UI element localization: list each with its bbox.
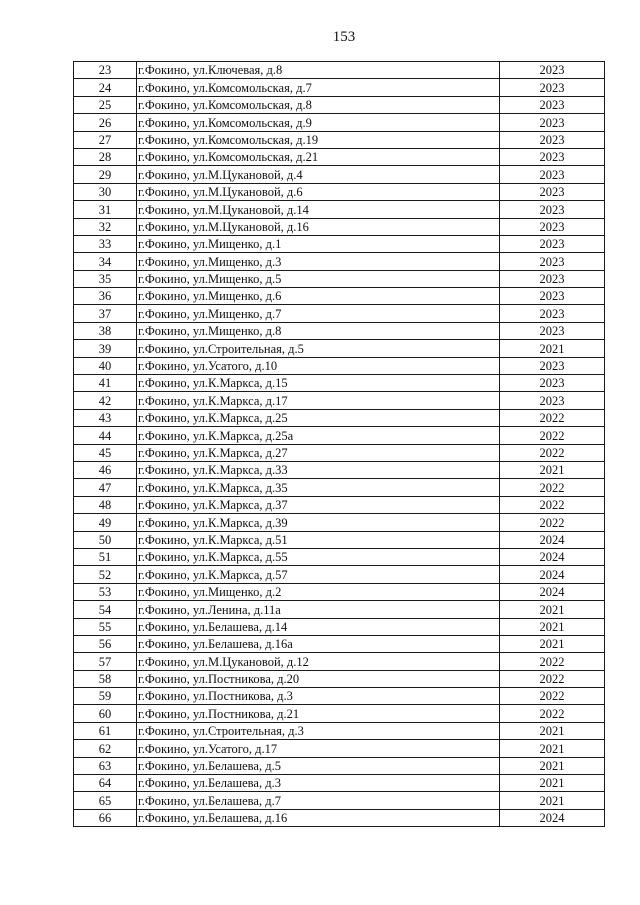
address-cell: г.Фокино, ул.Усатого, д.10	[137, 357, 500, 374]
address-cell: г.Фокино, ул.Мищенко, д.1	[137, 235, 500, 252]
row-number-cell: 41	[74, 375, 137, 392]
address-cell: г.Фокино, ул.Белашева, д.16а	[137, 635, 500, 652]
table-row	[74, 392, 605, 409]
row-number-cell: 43	[74, 409, 137, 426]
year-cell: 2024	[500, 809, 605, 826]
table-row	[74, 62, 605, 79]
table-row	[74, 548, 605, 565]
row-number-cell: 28	[74, 148, 137, 165]
year-cell: 2023	[500, 183, 605, 200]
address-cell: г.Фокино, ул.К.Маркса, д.33	[137, 461, 500, 478]
address-cell: г.Фокино, ул.К.Маркса, д.25	[137, 409, 500, 426]
year-cell: 2022	[500, 409, 605, 426]
year-cell: 2023	[500, 305, 605, 322]
table-row	[74, 722, 605, 739]
table-row	[74, 148, 605, 165]
address-cell: г.Фокино, ул.Комсомольская, д.7	[137, 79, 500, 96]
year-cell: 2023	[500, 253, 605, 270]
year-cell: 2022	[500, 653, 605, 670]
row-number-cell: 42	[74, 392, 137, 409]
table-row	[74, 635, 605, 652]
row-number-cell: 27	[74, 131, 137, 148]
year-cell: 2021	[500, 722, 605, 739]
year-cell: 2024	[500, 566, 605, 583]
row-number-cell: 26	[74, 114, 137, 131]
table-row	[74, 531, 605, 548]
address-cell: г.Фокино, ул.Белашева, д.5	[137, 757, 500, 774]
address-cell: г.Фокино, ул.К.Маркса, д.39	[137, 514, 500, 531]
address-cell: г.Фокино, ул.К.Маркса, д.17	[137, 392, 500, 409]
table-row	[74, 514, 605, 531]
year-cell: 2023	[500, 392, 605, 409]
table-row	[74, 409, 605, 426]
table-row	[74, 496, 605, 513]
table-row	[74, 601, 605, 618]
table-row	[74, 357, 605, 374]
address-cell: г.Фокино, ул.Белашева, д.7	[137, 792, 500, 809]
year-cell: 2021	[500, 775, 605, 792]
address-cell: г.Фокино, ул.К.Маркса, д.15	[137, 375, 500, 392]
address-cell: г.Фокино, ул.Строительная, д.3	[137, 722, 500, 739]
table-row	[74, 96, 605, 113]
year-cell: 2022	[500, 670, 605, 687]
row-number-cell: 36	[74, 288, 137, 305]
table-row	[74, 461, 605, 478]
table-row	[74, 201, 605, 218]
year-cell: 2021	[500, 635, 605, 652]
year-cell: 2022	[500, 688, 605, 705]
row-number-cell: 57	[74, 653, 137, 670]
table-row	[74, 305, 605, 322]
table-row	[74, 218, 605, 235]
address-cell: г.Фокино, ул.К.Маркса, д.55	[137, 548, 500, 565]
table-row	[74, 235, 605, 252]
year-cell: 2023	[500, 218, 605, 235]
row-number-cell: 33	[74, 235, 137, 252]
page-number: 153	[332, 29, 356, 45]
address-cell: г.Фокино, ул.Комсомольская, д.9	[137, 114, 500, 131]
row-number-cell: 66	[74, 809, 137, 826]
year-cell: 2023	[500, 148, 605, 165]
year-cell: 2023	[500, 270, 605, 287]
address-cell: г.Фокино, ул.Строительная, д.5	[137, 340, 500, 357]
year-cell: 2023	[500, 79, 605, 96]
table-row	[74, 79, 605, 96]
year-cell: 2022	[500, 514, 605, 531]
table-row	[74, 340, 605, 357]
year-cell: 2023	[500, 131, 605, 148]
row-number-cell: 25	[74, 96, 137, 113]
table-row	[74, 688, 605, 705]
table-row	[74, 270, 605, 287]
address-cell: г.Фокино, ул.М.Цукановой, д.4	[137, 166, 500, 183]
address-cell: г.Фокино, ул.Белашева, д.14	[137, 618, 500, 635]
table-row	[74, 322, 605, 339]
year-cell: 2022	[500, 705, 605, 722]
address-cell: г.Фокино, ул.К.Маркса, д.35	[137, 479, 500, 496]
table-row	[74, 131, 605, 148]
table-row	[74, 427, 605, 444]
year-cell: 2024	[500, 583, 605, 600]
row-number-cell: 61	[74, 722, 137, 739]
year-cell: 2023	[500, 114, 605, 131]
row-number-cell: 52	[74, 566, 137, 583]
address-cell: г.Фокино, ул.К.Маркса, д.37	[137, 496, 500, 513]
table-row	[74, 705, 605, 722]
row-number-cell: 44	[74, 427, 137, 444]
address-cell: г.Фокино, ул.К.Маркса, д.25а	[137, 427, 500, 444]
year-cell: 2023	[500, 96, 605, 113]
row-number-cell: 59	[74, 688, 137, 705]
year-cell: 2023	[500, 288, 605, 305]
year-cell: 2022	[500, 496, 605, 513]
year-cell: 2023	[500, 235, 605, 252]
year-cell: 2023	[500, 166, 605, 183]
year-cell: 2021	[500, 618, 605, 635]
address-cell: г.Фокино, ул.Мищенко, д.3	[137, 253, 500, 270]
buildings-table	[73, 61, 605, 827]
address-cell: г.Фокино, ул.М.Цукановой, д.16	[137, 218, 500, 235]
year-cell: 2021	[500, 601, 605, 618]
row-number-cell: 40	[74, 357, 137, 374]
row-number-cell: 64	[74, 775, 137, 792]
address-cell: г.Фокино, ул.Мищенко, д.5	[137, 270, 500, 287]
address-cell: г.Фокино, ул.Усатого, д.17	[137, 740, 500, 757]
address-cell: г.Фокино, ул.Мищенко, д.2	[137, 583, 500, 600]
row-number-cell: 51	[74, 548, 137, 565]
table-row	[74, 757, 605, 774]
year-cell: 2021	[500, 461, 605, 478]
row-number-cell: 65	[74, 792, 137, 809]
year-cell: 2024	[500, 531, 605, 548]
year-cell: 2021	[500, 740, 605, 757]
address-cell: г.Фокино, ул.К.Маркса, д.27	[137, 444, 500, 461]
year-cell: 2022	[500, 479, 605, 496]
row-number-cell: 30	[74, 183, 137, 200]
row-number-cell: 60	[74, 705, 137, 722]
table-row	[74, 253, 605, 270]
year-cell: 2024	[500, 548, 605, 565]
row-number-cell: 32	[74, 218, 137, 235]
year-cell: 2023	[500, 201, 605, 218]
row-number-cell: 55	[74, 618, 137, 635]
address-cell: г.Фокино, ул.Постникова, д.21	[137, 705, 500, 722]
address-cell: г.Фокино, ул.Ключевая, д.8	[137, 62, 500, 79]
row-number-cell: 45	[74, 444, 137, 461]
year-cell: 2021	[500, 340, 605, 357]
row-number-cell: 34	[74, 253, 137, 270]
table-row	[74, 653, 605, 670]
row-number-cell: 50	[74, 531, 137, 548]
year-cell: 2022	[500, 427, 605, 444]
year-cell: 2023	[500, 322, 605, 339]
row-number-cell: 46	[74, 461, 137, 478]
row-number-cell: 23	[74, 62, 137, 79]
address-cell: г.Фокино, ул.Комсомольская, д.8	[137, 96, 500, 113]
address-cell: г.Фокино, ул.К.Маркса, д.51	[137, 531, 500, 548]
table-row	[74, 566, 605, 583]
row-number-cell: 49	[74, 514, 137, 531]
row-number-cell: 39	[74, 340, 137, 357]
year-cell: 2021	[500, 792, 605, 809]
year-cell: 2021	[500, 757, 605, 774]
row-number-cell: 47	[74, 479, 137, 496]
row-number-cell: 54	[74, 601, 137, 618]
table-row	[74, 618, 605, 635]
row-number-cell: 58	[74, 670, 137, 687]
address-cell: г.Фокино, ул.Комсомольская, д.21	[137, 148, 500, 165]
address-cell: г.Фокино, ул.Ленина, д.11а	[137, 601, 500, 618]
address-cell: г.Фокино, ул.Постникова, д.20	[137, 670, 500, 687]
row-number-cell: 56	[74, 635, 137, 652]
address-cell: г.Фокино, ул.Мищенко, д.8	[137, 322, 500, 339]
table-row	[74, 444, 605, 461]
address-cell: г.Фокино, ул.Мищенко, д.6	[137, 288, 500, 305]
table-row	[74, 166, 605, 183]
table-row	[74, 670, 605, 687]
row-number-cell: 29	[74, 166, 137, 183]
table-row	[74, 792, 605, 809]
address-cell: г.Фокино, ул.Мищенко, д.7	[137, 305, 500, 322]
row-number-cell: 35	[74, 270, 137, 287]
year-cell: 2023	[500, 375, 605, 392]
table-row	[74, 775, 605, 792]
table-row	[74, 809, 605, 826]
address-cell: г.Фокино, ул.Белашева, д.3	[137, 775, 500, 792]
table-row	[74, 583, 605, 600]
year-cell: 2023	[500, 357, 605, 374]
table-row	[74, 114, 605, 131]
row-number-cell: 63	[74, 757, 137, 774]
row-number-cell: 37	[74, 305, 137, 322]
address-cell: г.Фокино, ул.Постникова, д.3	[137, 688, 500, 705]
table-row	[74, 479, 605, 496]
table-row	[74, 183, 605, 200]
table-row	[74, 288, 605, 305]
table-body	[74, 62, 605, 827]
row-number-cell: 53	[74, 583, 137, 600]
address-cell: г.Фокино, ул.Комсомольская, д.19	[137, 131, 500, 148]
table-row	[74, 375, 605, 392]
row-number-cell: 62	[74, 740, 137, 757]
address-cell: г.Фокино, ул.М.Цукановой, д.6	[137, 183, 500, 200]
row-number-cell: 31	[74, 201, 137, 218]
row-number-cell: 38	[74, 322, 137, 339]
row-number-cell: 48	[74, 496, 137, 513]
address-cell: г.Фокино, ул.Белашева, д.16	[137, 809, 500, 826]
address-cell: г.Фокино, ул.К.Маркса, д.57	[137, 566, 500, 583]
address-cell: г.Фокино, ул.М.Цукановой, д.14	[137, 201, 500, 218]
table-row	[74, 740, 605, 757]
address-cell: г.Фокино, ул.М.Цукановой, д.12	[137, 653, 500, 670]
row-number-cell: 24	[74, 79, 137, 96]
year-cell: 2022	[500, 444, 605, 461]
year-cell: 2023	[500, 62, 605, 79]
